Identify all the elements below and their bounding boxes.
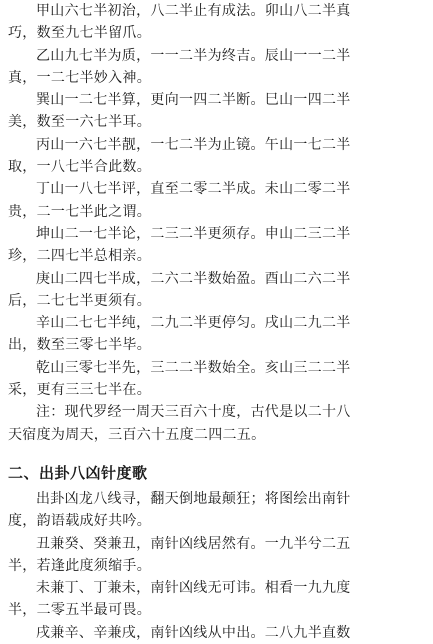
text-line: 半，若逢此度须缩手。 bbox=[8, 557, 151, 574]
text-line: 丁山一八七半评，直至二零二半成。未山二零二半 bbox=[36, 181, 351, 198]
verse-section-2 bbox=[6, 488, 427, 644]
text-line: 乾山三零七半先，三二二半数始全。亥山三二二半 bbox=[36, 359, 351, 376]
text-line: 贵，二一七半此之谓。 bbox=[8, 203, 151, 220]
section-gap bbox=[6, 446, 427, 462]
text-line: 天宿度为周天，三百六十五度二四二五。 bbox=[8, 426, 266, 443]
verse-section-1 bbox=[6, 0, 427, 446]
text-line: 乙山九七半为质，一一二半为终吉。辰山一一二半 bbox=[36, 47, 351, 64]
text-line: 出，数至三零七半毕。 bbox=[8, 337, 151, 354]
text-line: 真，一二七半妙入神。 bbox=[8, 69, 151, 86]
text-line: 取，一八七半合此数。 bbox=[8, 159, 151, 176]
text-line: 庚山二四七半成，二六二半数始盈。酉山二六二半 bbox=[36, 270, 351, 287]
text-line: 半，二零五半最可畏。 bbox=[8, 602, 151, 619]
text-line: 丙山一六七半靓，一七二半为止镜。午山一七二半 bbox=[36, 136, 351, 153]
text-line: 注：现代罗经一周天三百六十度，古代是以二十八 bbox=[36, 404, 351, 421]
text-line: 出卦凶龙八线寻，翻天倒地最颠狂；将图绘出南针 bbox=[36, 490, 351, 507]
text-line: 度，韵语载成好共吟。 bbox=[8, 513, 151, 530]
text-line: 巧，数至九七半留爪。 bbox=[8, 25, 151, 42]
text-line: 坤山二一七半论，二三二半更须存。申山二三二半 bbox=[36, 225, 351, 242]
text-line: 采，更有三三七半在。 bbox=[8, 382, 151, 399]
text-line: 辛山二七七半纯，二九二半更停匀。戌山二九二半 bbox=[36, 315, 351, 332]
text-line: 美，数至一六七半耳。 bbox=[8, 114, 151, 131]
text-line: 珍，二四七半总相亲。 bbox=[8, 248, 151, 265]
text-line: 后，二七七半更须有。 bbox=[8, 292, 151, 309]
text-line: 甲山六七半初治，八二半止有成法。卯山八二半真 bbox=[36, 3, 351, 19]
text-line: 巽山一二七半算，更向一四二半断。巳山一四二半 bbox=[36, 92, 351, 109]
text-line: 未兼丁、丁兼未，南针凶线无可讳。相看一九九度 bbox=[36, 580, 351, 597]
section-heading: 二、出卦八凶针度歌 bbox=[8, 463, 148, 482]
text-line: 戌兼辛、辛兼戌，南针凶线从中出。二八九半直数 bbox=[36, 624, 351, 641]
text-line: 丑兼癸、癸兼丑，南针凶线居然有。一九半兮二五 bbox=[36, 535, 351, 552]
